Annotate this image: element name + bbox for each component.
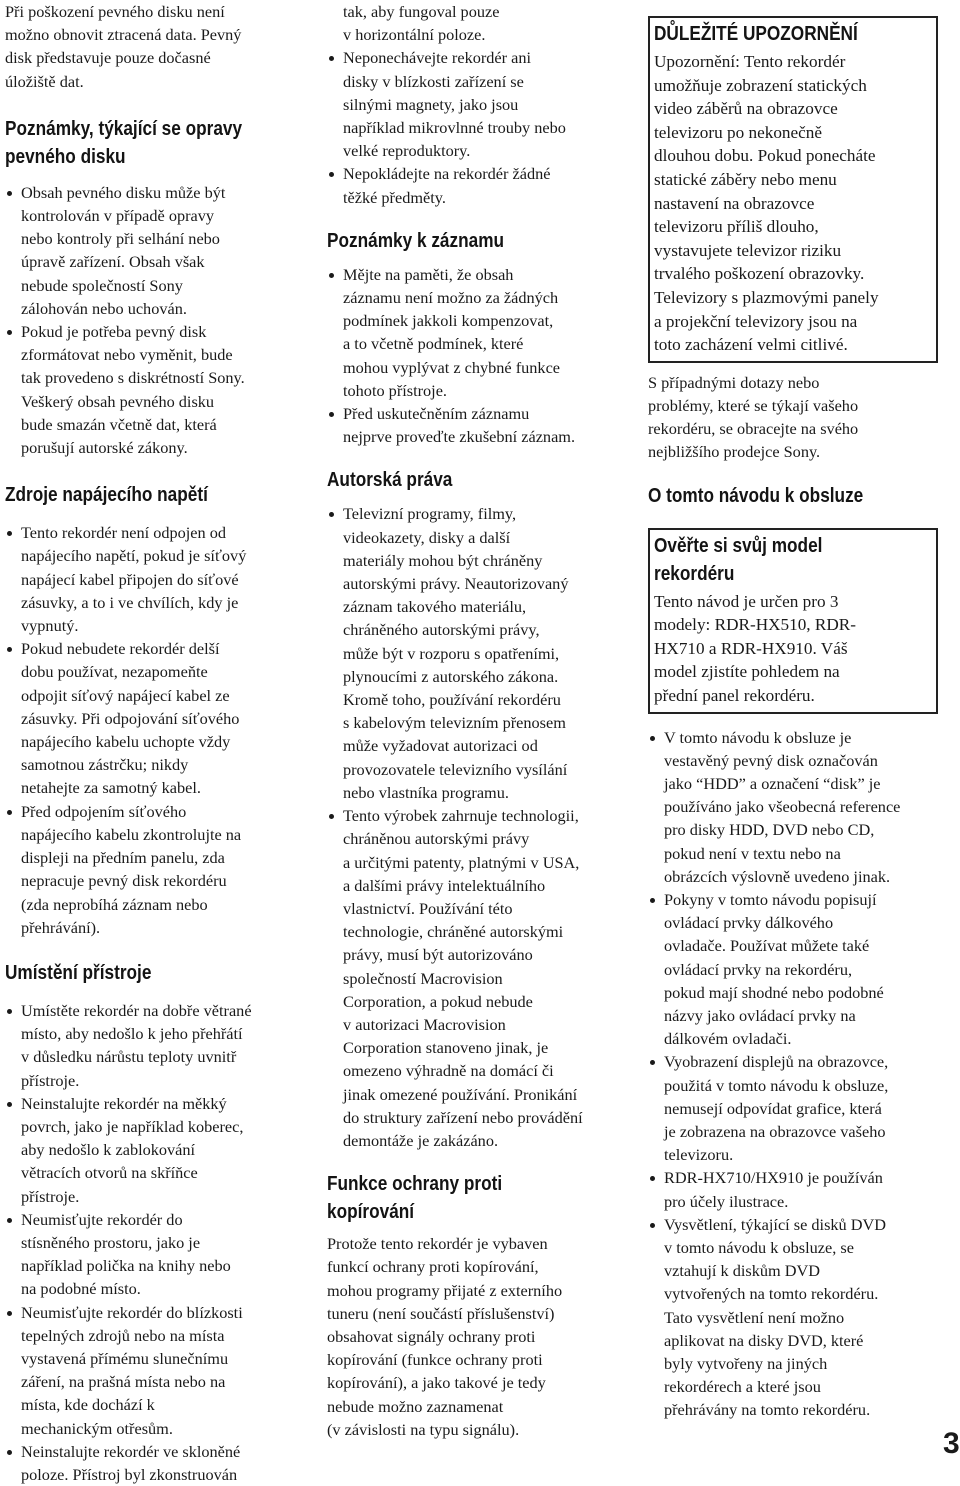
text-line: záření, na prašná místa nebo na [21, 1372, 226, 1392]
text-line: v tomto návodu k obsluze, se [664, 1237, 854, 1257]
text-line: porušují autorské zákony. [21, 438, 188, 458]
column-3 [648, 0, 938, 1422]
text-line: chráněnou autorskými právy [343, 829, 530, 849]
text-line: rekordérech a které jsou [664, 1377, 821, 1397]
bullet-item [5, 1092, 295, 1208]
text-line: materiály mohou být chráněny [343, 550, 543, 570]
copyright-list [327, 502, 617, 1152]
text-line: nastavení na obrazovce [654, 193, 815, 213]
bullet-item [648, 726, 938, 888]
text-line: Vyobrazení displejů na obrazovce, [664, 1052, 889, 1072]
important-notice-heading: DŮLEŽITÉ UPOZORNĚNÍ [654, 22, 858, 45]
text-line: a určitými patenty, platnými v USA, [343, 852, 580, 872]
check-model-text [654, 590, 936, 708]
text-line: například mikrovlnné trouby nebo [343, 118, 566, 138]
text-line: videokazety, disky a další [343, 527, 511, 547]
text-line: byly vytvořeny na jiných [664, 1353, 828, 1373]
text-line: kontrolován v případě opravy [21, 206, 215, 226]
text-line: omezeno výhradně na domácí či [343, 1061, 554, 1081]
text-line: používáno jako všeobecná reference [664, 797, 901, 817]
text-line: (zda neprobíhá záznam nebo [21, 894, 208, 914]
text-line: a dalšími právy intelektuálního [343, 875, 546, 895]
text-line: S případnými dotazy nebo [648, 372, 820, 392]
text-line: s kabelovým televizním přenosem [343, 713, 566, 733]
text-line: v horizontální poloze. [343, 25, 486, 45]
text-line: provozovatele televizního vysílání [343, 759, 568, 779]
text-line: možno obnovit ztracená data. Pevný [5, 25, 242, 45]
text-line: Televizory s plazmovými panely [654, 287, 879, 307]
text-line: Corporation stanoveno jinak, je [343, 1038, 549, 1058]
text-line: nebude možno zaznamenat [327, 1396, 504, 1416]
text-line: nejprve proveďte zkušební záznam. [343, 427, 576, 447]
text-line: Poznámky, týkající se opravy [5, 116, 243, 140]
bullet-item [327, 402, 617, 448]
text-line: toto zacházení velmi citlivé. [654, 335, 848, 355]
text-line: pevného disku [5, 144, 126, 168]
important-notice-text [654, 50, 936, 357]
text-line: úložiště dat. [5, 71, 84, 91]
text-line: obsahovat signály ochrany proti [327, 1326, 536, 1346]
text-line: kopírování), a jako takové je tedy [327, 1373, 546, 1393]
text-line: Před uskutečněním záznamu [343, 404, 530, 424]
text-line: odpojit síťový napájecí kabel ze [21, 685, 230, 705]
text-line: poloze. Přístroj byl zkonstruován [21, 1464, 238, 1484]
text-line: disky v blízkosti zařízení se [343, 71, 524, 91]
text-line: mohou vyplývat z chybné funkce [343, 357, 561, 377]
text-line: místa, kde dochází k [21, 1395, 155, 1415]
text-line: (v závislosti na typu signálu). [327, 1419, 520, 1439]
heading-about-manual: O tomto návodu k obsluze [648, 483, 864, 507]
text-line: Vysvětlení, týkající se disků DVD [664, 1214, 887, 1234]
text-line: silnými magnety, jako jsou [343, 94, 519, 114]
text-line: povrch, jako je například koberec, [21, 1116, 244, 1136]
bullet-item [327, 162, 617, 208]
text-line: zformátovat nebo vyměnit, bude [21, 345, 233, 365]
text-line: bude smazán včetně dat, která [21, 414, 217, 434]
text-line: technologie, chráněné autorskými [343, 922, 564, 942]
text-line: na podobné místo. [21, 1279, 141, 1299]
text-line: Tento výrobek zahrnuje technologii, [343, 806, 579, 826]
text-line: samotnou zástrčku; nikdy [21, 755, 189, 775]
text-line: v důsledku nárůstu teploty uvnitř [21, 1047, 237, 1067]
heading-recording-notes: Poznámky k záznamu [327, 228, 505, 252]
text-line: Neinstalujte rekordér na měkký [21, 1093, 227, 1113]
column-2 [327, 0, 617, 1441]
text-line: místo, aby nedošlo k jeho přehřátí [21, 1024, 243, 1044]
text-line: Tento návod je určen pro 3 [654, 591, 839, 611]
text-line: dlouhou dobu. Pokud ponecháte [654, 146, 876, 166]
text-line: přístroje. [21, 1186, 80, 1206]
text-line: v autorizaci Macrovision [343, 1014, 506, 1034]
text-line: kopírování (funkce ochrany proti [327, 1350, 543, 1370]
text-line: napájecího napětí, pokud je síťový [21, 546, 247, 566]
text-line: ovladače. Používat můžete také [664, 936, 870, 956]
text-line: Televizní programy, filmy, [343, 504, 517, 524]
text-line: přední panel rekordéru. [654, 685, 815, 705]
page-number: 3 [943, 1427, 960, 1460]
text-line: tepelných zdrojů nebo na místa [21, 1325, 225, 1345]
bullet-item [327, 804, 617, 1152]
bullet-item [5, 999, 295, 1092]
recording-notes-list [327, 263, 617, 449]
bullet-item [5, 521, 295, 637]
text-line: Tento rekordér není odpojen od [21, 523, 227, 543]
text-line: disk představuje pouze dočasné [5, 48, 211, 68]
bullet-item [5, 800, 295, 939]
text-line: Neumisťujte rekordér do blízkosti [21, 1302, 243, 1322]
placement-continuation [327, 0, 617, 46]
text-line: netahejte za samotný kabel. [21, 778, 201, 798]
bullet-item [5, 320, 295, 459]
bullet-item [648, 1166, 938, 1212]
text-line: podmínek jakkoli kompenzovat, [343, 311, 554, 331]
text-line: právy, musí být autorizováno [343, 945, 533, 965]
important-notice-box [648, 16, 938, 363]
text-line: Kromě toho, používání rekordéru [343, 690, 561, 710]
text-line: Pokud je potřeba pevný disk [21, 322, 207, 342]
text-line: kopírování [327, 1200, 415, 1224]
text-line: úpravě zařízení. Obsah však [21, 252, 205, 272]
text-line: tak, aby fungoval pouze [343, 2, 500, 21]
text-line: stísněného prostoru, jako je [21, 1232, 201, 1252]
text-line: a projekční televizory jsou na [654, 311, 858, 331]
text-line: zásuvky, a to i ve chvílích, kdy je [21, 592, 239, 612]
text-line: rekordéru, se obracejte na svého [648, 419, 859, 439]
text-line: nebo kontroly při selhání nebo [21, 229, 220, 249]
text-line: nemusejí odpovídat grafice, která [664, 1098, 882, 1118]
bullet-item [5, 1301, 295, 1440]
bullet-item [5, 1440, 295, 1486]
text-line: model zjistíte pohledem na [654, 662, 840, 682]
copy-protection-paragraph [327, 1232, 617, 1441]
text-line: problémy, které se týkají vašeho [648, 395, 859, 415]
text-line: jinak omezené používání. Pronikání [343, 1084, 578, 1104]
text-line: přehrávání). [21, 917, 101, 937]
check-model-box [648, 528, 938, 714]
text-line: tuneru (není součástí příslušenství) [327, 1303, 555, 1323]
text-line: názvy jako ovládací prvky na [664, 1005, 856, 1025]
text-line: chráněného autorskými právy, [343, 620, 540, 640]
text-line: přehrávány na tomto rekordéru. [664, 1400, 871, 1420]
text-line: Nepokládejte na rekordér žádné [343, 164, 551, 184]
text-line: těžké předměty. [343, 187, 446, 207]
text-line: mohou programy přijaté z externího [327, 1280, 563, 1300]
text-line: HX710 a RDR-HX910. Váš [654, 638, 848, 658]
text-line: Pokyny v tomto návodu popisují [664, 889, 877, 909]
bullet-item [327, 46, 617, 162]
text-line: Pokud nebudete rekordér delší [21, 639, 220, 659]
text-line: Před odpojením síťového [21, 801, 187, 821]
text-line: RDR-HX710/HX910 je používán [664, 1168, 883, 1188]
text-line: zálohován nebo uchován. [21, 298, 187, 318]
text-line: vystavená přímému slunečnímu [21, 1348, 229, 1368]
text-line: modely: RDR-HX510, RDR- [654, 615, 856, 635]
text-line: nepracuje pevný disk rekordéru [21, 871, 227, 891]
text-line: nejbližšího prodejce Sony. [648, 442, 821, 462]
bullet-item [648, 1213, 938, 1422]
text-line: Při poškození pevného disku není [5, 2, 225, 21]
text-line: aplikovat na disky DVD, které [664, 1330, 864, 1350]
text-line: tohoto přístroje. [343, 380, 448, 400]
text-line: obrázcích výslovně uvedeno jinak. [664, 866, 891, 886]
text-line: video záběrů na obrazovce [654, 99, 838, 119]
text-line: záznam takového materiálu, [343, 597, 527, 617]
heading-placement: Umístění přístroje [5, 960, 152, 984]
text-line: vlastnictví. Používání této [343, 898, 513, 918]
text-line: je zobrazena na obrazovce vašeho [664, 1121, 886, 1141]
text-line: napájecího kabelu uchopte vždy [21, 732, 231, 752]
text-line: vztahují k diskům DVD [664, 1261, 821, 1281]
text-line: Mějte na paměti, že obsah [343, 264, 514, 284]
text-line: například polička na knihy nebo [21, 1256, 231, 1276]
text-line: umožňuje zobrazení statických [654, 75, 867, 95]
bullet-item [327, 502, 617, 804]
text-line: funkcí ochrany proti kopírování, [327, 1257, 539, 1277]
text-line: rekordéru [654, 561, 735, 585]
hdd-repair-list [5, 181, 295, 459]
text-line: televizoru po nekonečně [654, 122, 822, 142]
text-line: V tomto návodu k obsluze je [664, 727, 852, 747]
text-line: může vyžadovat autorizaci od [343, 736, 538, 756]
text-line: větracích otvorů na skříňce [21, 1163, 198, 1183]
text-line: přístroje. [21, 1070, 80, 1090]
text-line: a to včetně podmínek, které [343, 334, 524, 354]
text-line: velké reproduktory. [343, 141, 471, 161]
text-line: napájecího kabelu zkontrolujte na [21, 824, 242, 844]
check-model-heading [654, 532, 891, 588]
text-line: displeji na předním panelu, zda [21, 848, 225, 868]
text-line: Veškerý obsah pevného disku [21, 391, 215, 411]
text-line: autorskými právy. Neautorizovaný [343, 574, 569, 594]
text-line: Neumisťujte rekordér do [21, 1209, 183, 1229]
text-line: Upozornění: Tento rekordér [654, 52, 846, 71]
text-line: vystavujete televizor riziku [654, 240, 842, 260]
bullet-item [5, 637, 295, 799]
text-line: Tato vysvětlení není možno [664, 1307, 845, 1327]
bullet-item [648, 888, 938, 1050]
text-line: Protože tento rekordér je vybaven [327, 1234, 548, 1254]
placement-list [5, 999, 295, 1486]
text-line: nebo vlastníka programu. [343, 782, 509, 802]
text-line: ovládací prvky dálkového [664, 913, 834, 933]
about-manual-list [648, 726, 938, 1422]
text-line: může být v rozporu s opatřeními, [343, 643, 560, 663]
power-sources-list [5, 521, 295, 939]
text-line: televizoru. [664, 1145, 734, 1165]
text-line: Funkce ochrany proti [327, 1172, 503, 1196]
text-line: Ověřte si svůj model [654, 533, 823, 557]
text-line: trvalého poškození obrazovky. [654, 264, 865, 284]
column-1 [5, 0, 295, 1486]
bullet-item [5, 1208, 295, 1301]
text-line: Neponechávejte rekordér ani [343, 48, 532, 68]
text-line: napájecí kabel připojen do síťové [21, 569, 239, 589]
text-line: ovládací prvky na rekordéru, [664, 959, 853, 979]
text-line: aby nedošlo k zablokování [21, 1140, 196, 1160]
text-line: Corporation, a pokud nebude [343, 991, 533, 1011]
text-line: dálkovém ovladači. [664, 1029, 792, 1049]
text-line: pro disky HDD, DVD nebo CD, [664, 820, 875, 840]
bullet-item [327, 263, 617, 402]
text-line: použitá v tomto návodu k obsluze, [664, 1075, 889, 1095]
text-line: pokud mají shodné nebo podobné [664, 982, 884, 1002]
heading-hdd-repair-notes [5, 115, 249, 171]
questions-paragraph [648, 371, 938, 464]
bullet-item [5, 181, 295, 320]
text-line: záznamu není možno za žádných [343, 288, 559, 308]
heading-copy-protection [327, 1170, 571, 1226]
text-line: vytvořených na tomto rekordéru. [664, 1284, 879, 1304]
text-line: Obsah pevného disku může být [21, 182, 226, 202]
heading-power-sources: Zdroje napájecího napětí [5, 483, 208, 507]
text-line: jako “HDD” a označení “disk” je [664, 773, 881, 793]
placement-continued-list [327, 46, 617, 208]
text-line: dobu používat, nezapomeňte [21, 662, 208, 682]
text-line: nebude společností Sony [21, 275, 183, 295]
text-line: pro účely ilustrace. [664, 1191, 789, 1211]
text-line: plynoucími z autorského zákona. [343, 666, 559, 686]
text-line: vestavěný pevný disk označován [664, 750, 878, 770]
text-line: pokud není v textu nebo na [664, 843, 841, 863]
intro-paragraph [5, 0, 295, 93]
text-line: do struktury zařízení nebo provádění [343, 1107, 583, 1127]
text-line: demontáže je zakázáno. [343, 1130, 499, 1150]
text-line: Umístěte rekordér na dobře větrané [21, 1000, 252, 1020]
text-line: statické záběry nebo menu [654, 169, 837, 189]
text-line: Neinstalujte rekordér ve skloněné [21, 1441, 241, 1461]
text-line: mechanickým otřesům. [21, 1418, 173, 1438]
heading-copyright: Autorská práva [327, 468, 453, 492]
bullet-item [648, 1050, 938, 1166]
text-line: vypnutý. [21, 616, 79, 636]
text-line: tak provedeno s diskrétností Sony. [21, 368, 245, 388]
text-line: společností Macrovision [343, 968, 503, 988]
text-line: televizoru příliš dlouho, [654, 217, 819, 237]
text-line: zásuvky. Při odpojování síťového [21, 708, 240, 728]
